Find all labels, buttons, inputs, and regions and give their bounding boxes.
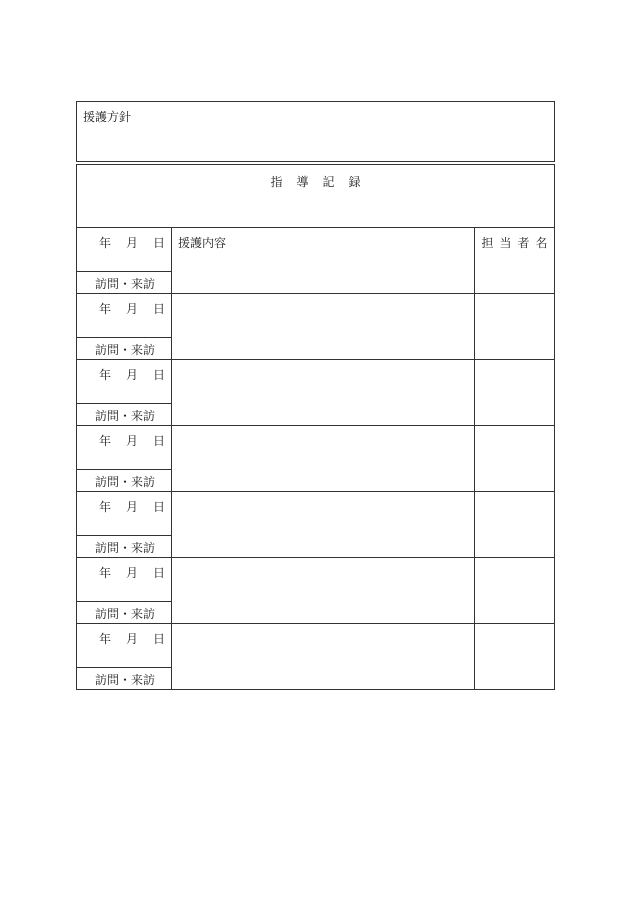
staff-cell — [475, 360, 554, 425]
visit-type-cell — [77, 536, 171, 557]
visit-type-label: 訪問・来訪 — [95, 607, 156, 621]
date-label: 年月日 — [98, 302, 180, 316]
date-cell — [77, 228, 180, 272]
date-label: 年月日 — [98, 368, 180, 382]
support-content-header: 援護内容 — [178, 236, 227, 250]
support-policy-label: 援護方針 — [83, 110, 132, 124]
staff-cell — [475, 228, 554, 293]
date-label: 年月日 — [98, 566, 180, 580]
date-label: 年月日 — [98, 632, 180, 646]
table-row — [77, 558, 554, 624]
staff-cell — [475, 558, 554, 623]
table-row — [77, 360, 554, 426]
support-content-cell — [172, 360, 475, 425]
visit-type-label: 訪問・来訪 — [95, 541, 156, 555]
visit-type-cell — [77, 602, 171, 623]
visit-type-label: 訪問・来訪 — [95, 673, 156, 687]
support-content-cell — [172, 294, 475, 359]
visit-type-label: 訪問・来訪 — [95, 409, 156, 423]
staff-cell — [475, 294, 554, 359]
date-column — [77, 558, 180, 623]
record-title: 指導記録 — [270, 175, 375, 189]
date-column — [77, 492, 180, 557]
visit-type-label: 訪問・来訪 — [95, 277, 156, 291]
staff-cell — [475, 624, 554, 689]
date-cell — [77, 294, 180, 338]
staff-cell — [475, 492, 554, 557]
support-content-cell — [172, 624, 475, 689]
date-cell — [77, 558, 180, 602]
support-content-cell — [172, 228, 475, 293]
visit-type-cell — [77, 272, 171, 293]
date-cell — [77, 492, 180, 536]
record-title-row — [77, 165, 554, 228]
date-cell — [77, 426, 180, 470]
support-policy-box — [76, 101, 555, 162]
date-label: 年月日 — [98, 434, 180, 448]
table-row — [77, 492, 554, 558]
date-cell — [77, 624, 180, 668]
date-column — [77, 360, 180, 425]
staff-cell — [475, 426, 554, 491]
visit-type-cell — [77, 404, 171, 425]
date-label: 年月日 — [98, 500, 180, 514]
date-column — [77, 426, 180, 491]
date-column — [77, 228, 180, 293]
table-row — [77, 228, 554, 294]
table-row — [77, 426, 554, 492]
date-cell — [77, 360, 180, 404]
support-content-cell — [172, 492, 475, 557]
date-column — [77, 624, 180, 689]
visit-type-cell — [77, 470, 171, 491]
visit-type-label: 訪問・来訪 — [95, 475, 156, 489]
guidance-record-table — [76, 164, 555, 690]
guidance-record-form — [76, 101, 555, 690]
date-column — [77, 294, 180, 359]
date-label: 年月日 — [98, 236, 180, 250]
table-row — [77, 624, 554, 689]
support-content-cell — [172, 426, 475, 491]
visit-type-cell — [77, 668, 171, 689]
visit-type-label: 訪問・来訪 — [95, 343, 156, 357]
table-row — [77, 294, 554, 360]
visit-type-cell — [77, 338, 171, 359]
support-content-cell — [172, 558, 475, 623]
staff-name-header: 担当者名 — [481, 236, 554, 250]
